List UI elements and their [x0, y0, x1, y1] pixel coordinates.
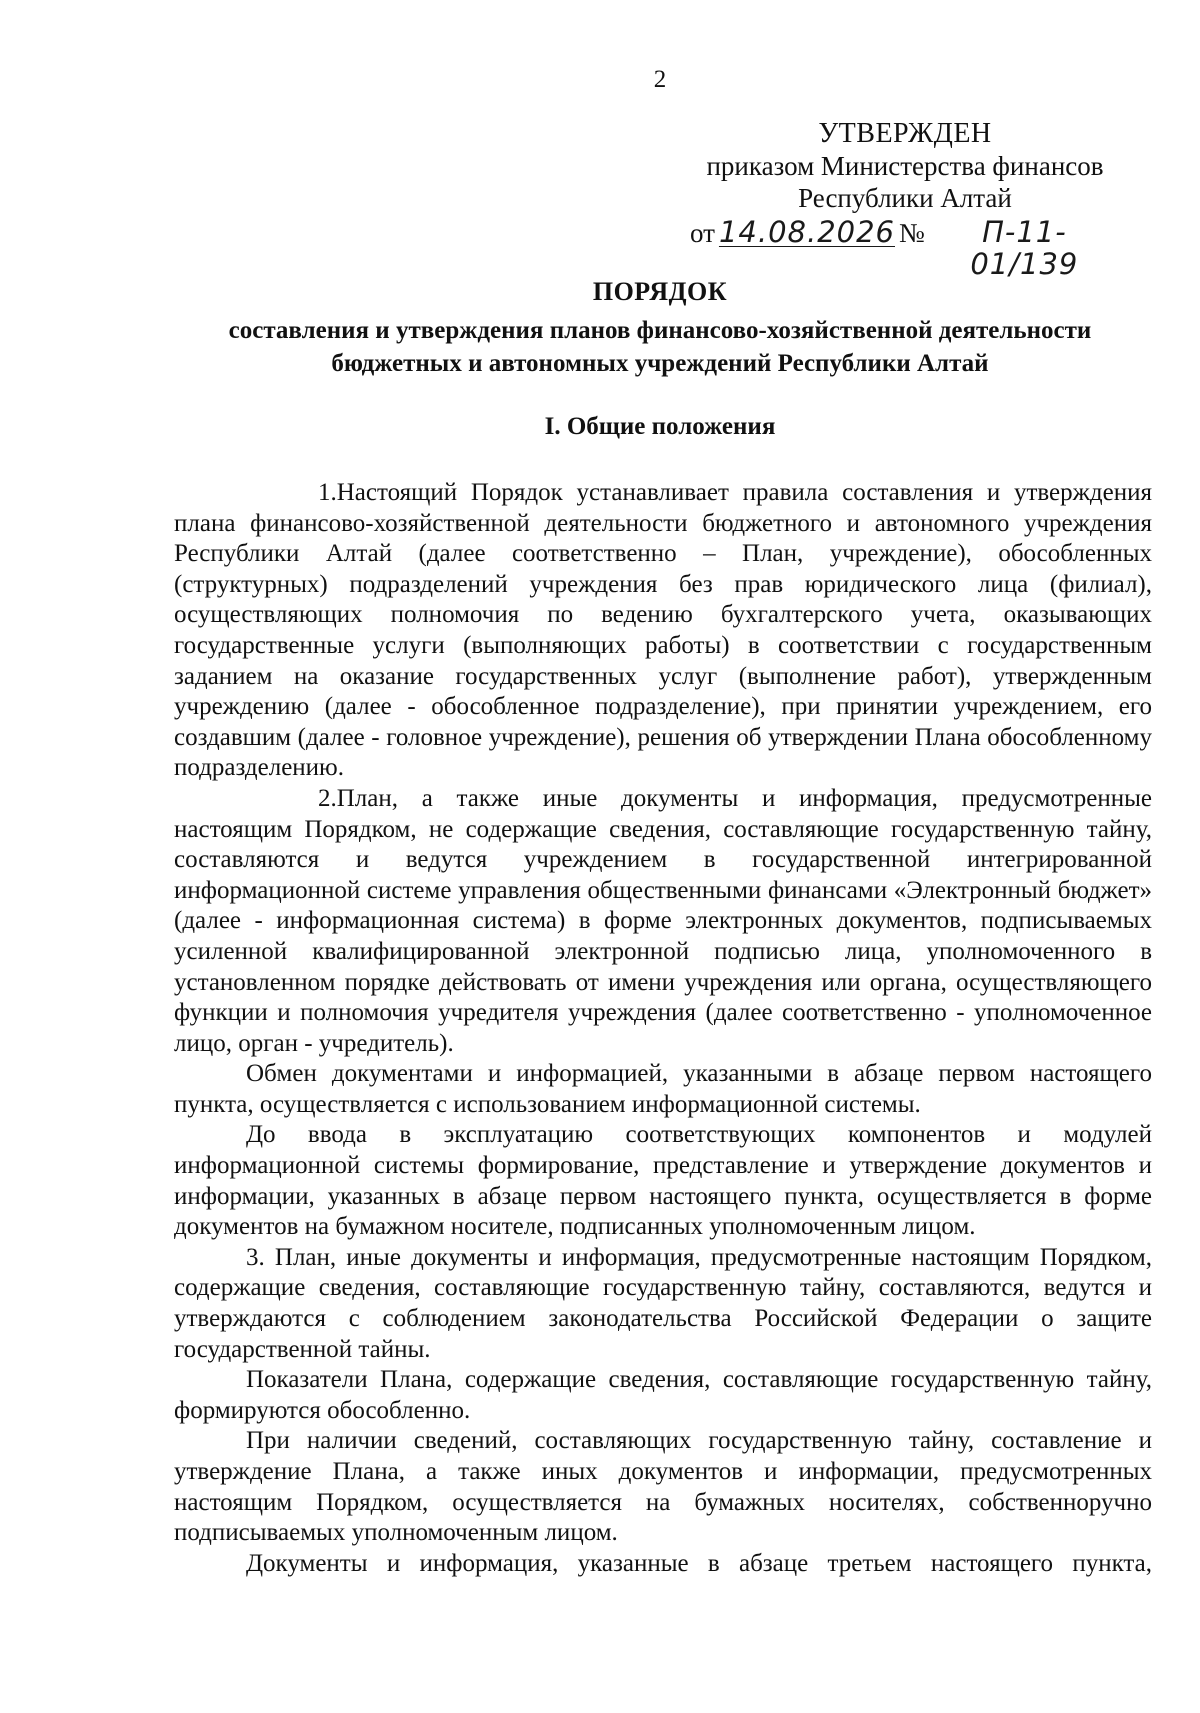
paragraph-6 — [174, 1365, 1152, 1426]
paragraph-text: Документы и информация, указанные в абзаце третьем настоящего пункта, — [246, 1549, 1152, 1577]
section-heading: I. Общие положения — [544, 413, 776, 440]
paragraph-number: 1. — [318, 479, 337, 506]
paragraph-text: Обмен документами и информацией, указанными в абзаце первом настоящего пункта, осуществляется с использованием информационной системы. — [174, 1060, 1152, 1118]
paragraph-number: 2. — [318, 784, 337, 812]
approval-title: УТВЕРЖДЕН — [818, 118, 992, 149]
paragraph-text: При наличии сведений, составляющих государственную тайну, составление и утверждение Плана, а также иных документов и информации, предусмотренных настоящим Порядком, осуществляется на бумажных носителях, собственноручно подписываемых уполномоченным лицом. — [174, 1427, 1152, 1547]
paragraph-5 — [174, 1243, 1152, 1365]
handwritten-date: 14.08.2026 — [718, 215, 895, 249]
document-body — [174, 478, 1152, 1579]
paragraph-text: Показатели Плана, содержащие сведения, составляющие государственную тайну, формируются обособленно. — [174, 1366, 1152, 1424]
number-prefix: № — [899, 218, 925, 248]
document-subtitle: составления и утверждения планов финансово-хозяйственной деятельности бюджетных и автономных учреждений Республики Алтай — [228, 317, 1092, 377]
paragraph-1 — [174, 478, 1152, 784]
paragraph-4 — [174, 1120, 1152, 1242]
approval-line-1: приказом Министерства финансов — [706, 151, 1104, 181]
paragraph-text: До ввода в эксплуатацию соответствующих компонентов и модулей информационной системы формирование, представление и утверждение документов и информации, указанных в абзаце первом настоящего пункта, осуществляется в форме документов на бумажном носителе, подписанных уполномоченным лицом. — [174, 1121, 1152, 1241]
paragraph-text: 3. План, иные документы и информация, предусмотренные настоящим Порядком, содержащие сведения, составляющие государственную тайну, составляются, ведутся и утверждаются с соблюдением законодательства Российской Федерации о защите государственной тайны. — [174, 1243, 1152, 1363]
paragraph-text: Настоящий Порядок устанавливает правила составления и утверждения плана финансово-хозяйственной деятельности бюджетного и автономного учреждения Республики Алтай (далее соответственно – План, учреждение), обособленных (структурных) подразделений учреждения без прав юридического лица (филиал), осуществляющих полномочия по ведению бухгалтерского учета, оказывающих государственные услуги (выполняющих работы) в соответствии с государственным заданием на оказание государственных услуг (выполнение работ), утвержденным учреждению (далее - обособленное подразделение), при принятии учреждением, его создавшим (далее - головное учреждение), решения об утверждении Плана обособленному подразделению. — [174, 479, 1152, 782]
paragraph-text: План, а также иные документы и информация, предусмотренные настоящим Порядком, не содержащие сведения, составляющие государственную тайну, составляются и ведутся учреждением в государственной интегрированной информационной системе управления общественными финансами «Электронный бюджет» (далее - информационная система) в форме электронных документов, подписываемых усиленной квалифицированной электронной подписью лица, уполномоченного в установленном порядке действовать от имени учреждения или органа, осуществляющего функции и полномочия учредителя учреждения (далее соответственно - уполномоченное лицо, орган - учредитель). — [174, 784, 1152, 1057]
page-number: 2 — [653, 66, 667, 93]
date-prefix: от — [690, 218, 715, 248]
approval-line-2: Республики Алтай — [798, 183, 1012, 213]
paragraph-8 — [174, 1549, 1152, 1580]
paragraph-3 — [174, 1059, 1152, 1120]
approval-date-line — [690, 216, 1120, 280]
paragraph-2 — [174, 784, 1152, 1059]
paragraph-7 — [174, 1426, 1152, 1548]
document-title: ПОРЯДОК — [592, 277, 728, 306]
approval-stamp-block — [690, 118, 1120, 280]
handwritten-order-number: П-11-01/139 — [970, 215, 1079, 281]
